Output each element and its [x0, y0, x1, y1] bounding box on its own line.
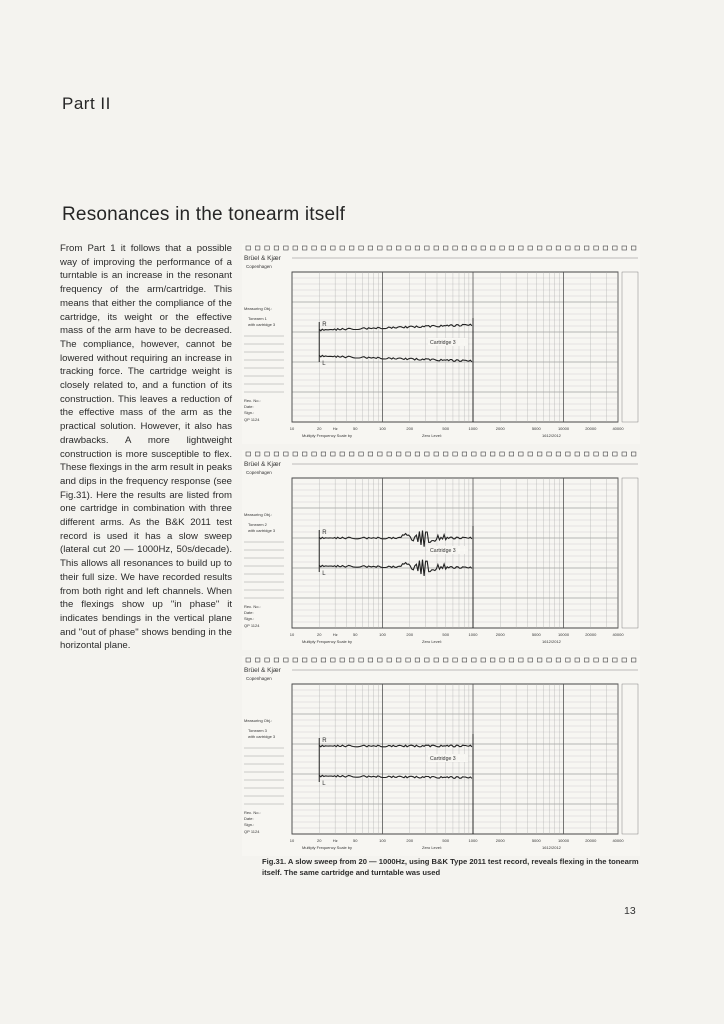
- sprocket-hole: [537, 452, 542, 456]
- freq-tick-label: 20: [317, 632, 322, 637]
- sprocket-hole: [556, 246, 561, 250]
- sprocket-hole: [472, 452, 477, 456]
- trace-r-label: R: [322, 530, 327, 536]
- sprocket-hole: [622, 658, 627, 662]
- sprocket-hole: [293, 452, 298, 456]
- sprocket-hole: [246, 452, 251, 456]
- sprocket-hole: [509, 452, 514, 456]
- sprocket-hole: [434, 658, 439, 662]
- sprocket-hole: [312, 452, 317, 456]
- sprocket-hole: [462, 246, 467, 250]
- rec-no-label: Rec. No.:: [244, 398, 261, 403]
- sprocket-hole: [547, 246, 552, 250]
- sprocket-hole: [622, 246, 627, 250]
- sprocket-hole: [537, 246, 542, 250]
- freq-tick-label: 1000: [468, 838, 478, 843]
- trace-r-label: R: [322, 738, 327, 744]
- sprocket-hole: [387, 658, 392, 662]
- form-id: 1612/2012: [542, 433, 561, 438]
- measuring-obj-value: Tonearm 3: [248, 728, 267, 733]
- freq-tick-label: 40000: [612, 426, 624, 431]
- trace-l-label: L: [322, 781, 326, 787]
- sprocket-hole: [378, 246, 383, 250]
- trace-right-channel: [319, 324, 472, 331]
- freq-tick-label: 40000: [612, 838, 624, 843]
- sprocket-hole: [584, 452, 589, 456]
- sprocket-hole: [509, 658, 514, 662]
- measuring-obj-value: with cartridge 3: [248, 734, 276, 739]
- sprocket-hole: [368, 452, 373, 456]
- freq-tick-label: 500: [442, 632, 450, 637]
- sprocket-hole: [378, 658, 383, 662]
- freq-tick-label: 2000: [495, 838, 505, 843]
- sprocket-hole: [631, 658, 636, 662]
- freq-tick-label: 10000: [557, 426, 570, 431]
- sprocket-hole: [415, 658, 420, 662]
- sprocket-hole: [425, 452, 430, 456]
- scale-footer: Multiply Frequency Scale by: [302, 433, 353, 438]
- right-scale: [622, 272, 638, 422]
- measuring-obj-value: with cartridge 3: [248, 322, 276, 327]
- freq-tick-label: 20000: [585, 426, 597, 431]
- sprocket-hole: [331, 452, 336, 456]
- freq-tick-label: 5000: [531, 838, 541, 843]
- freq-tick-label: Hz: [332, 632, 338, 637]
- sprocket-hole: [434, 246, 439, 250]
- trace-r-label: R: [322, 322, 327, 328]
- chart-id: QP 1124: [244, 417, 260, 422]
- sprocket-hole: [340, 658, 345, 662]
- form-id: 1612/2012: [542, 845, 561, 850]
- freq-tick-label: 500: [442, 838, 450, 843]
- sprocket-hole: [265, 452, 270, 456]
- sprocket-hole: [528, 246, 533, 250]
- date-label: Date:: [244, 816, 254, 821]
- sprocket-hole: [246, 658, 251, 662]
- sprocket-hole: [415, 246, 420, 250]
- freq-tick-label: 20: [317, 838, 322, 843]
- zero-level-label: Zero Level:: [422, 845, 443, 850]
- sprocket-hole: [368, 658, 373, 662]
- freq-tick-label: 10: [289, 426, 295, 431]
- sign-label: Sign.:: [244, 616, 255, 621]
- measuring-obj-value: with cartridge 3: [248, 528, 276, 533]
- sprocket-hole: [481, 452, 486, 456]
- city-label: Copenhagen: [246, 470, 272, 475]
- freq-tick-label: 50: [353, 426, 358, 431]
- trace-cartridge-label: Cartridge 3: [430, 340, 456, 346]
- chart-id: QP 1124: [244, 829, 260, 834]
- sprocket-hole: [359, 246, 364, 250]
- freq-tick-label: 200: [406, 838, 414, 843]
- section-title: Resonances in the tonearm itself: [62, 204, 346, 225]
- scale-footer: Multiply Frequency Scale by: [302, 845, 353, 850]
- freq-tick-label: 500: [442, 426, 450, 431]
- sprocket-hole: [396, 246, 401, 250]
- measuring-obj-value: Tonearm 2: [248, 522, 267, 527]
- sprocket-hole: [265, 658, 270, 662]
- sprocket-hole: [453, 452, 458, 456]
- sprocket-hole: [443, 452, 448, 456]
- sprocket-hole: [387, 452, 392, 456]
- date-label: Date:: [244, 404, 254, 409]
- trace-left-channel: [319, 775, 472, 778]
- sprocket-hole: [321, 452, 326, 456]
- city-label: Copenhagen: [246, 676, 272, 681]
- right-scale: [622, 684, 638, 834]
- sprocket-hole: [547, 658, 552, 662]
- sprocket-hole: [481, 658, 486, 662]
- page-number: 13: [624, 905, 636, 917]
- zero-level-label: Zero Level:: [422, 639, 443, 644]
- sprocket-hole: [255, 452, 260, 456]
- sprocket-hole: [519, 246, 524, 250]
- trace-left-channel: [319, 355, 472, 361]
- freq-tick-label: 2000: [495, 632, 505, 637]
- sprocket-hole: [255, 246, 260, 250]
- sign-label: Sign.:: [244, 410, 255, 415]
- sprocket-hole: [575, 658, 580, 662]
- sprocket-hole: [302, 658, 307, 662]
- sprocket-hole: [265, 246, 270, 250]
- sprocket-hole: [443, 246, 448, 250]
- level-recorder-chart-3: [242, 656, 640, 856]
- sprocket-hole: [284, 452, 289, 456]
- sprocket-hole: [349, 452, 354, 456]
- sprocket-hole: [594, 246, 599, 250]
- measuring-obj-label: Measuring Obj.:: [244, 512, 273, 517]
- zero-level-label: Zero Level:: [422, 433, 443, 438]
- sprocket-hole: [528, 452, 533, 456]
- sprocket-hole: [340, 246, 345, 250]
- sprocket-hole: [368, 246, 373, 250]
- sprocket-hole: [509, 246, 514, 250]
- sprocket-hole: [274, 452, 279, 456]
- figure-31: [242, 244, 640, 862]
- freq-tick-label: 200: [406, 632, 414, 637]
- freq-tick-label: 20: [317, 426, 322, 431]
- brand-label: Brüel & Kjær: [244, 667, 281, 674]
- sprocket-hole: [246, 246, 251, 250]
- sprocket-hole: [481, 246, 486, 250]
- freq-tick-label: 10000: [557, 632, 570, 637]
- sprocket-hole: [575, 452, 580, 456]
- part-title: Part II: [62, 94, 111, 113]
- sprocket-hole: [594, 452, 599, 456]
- grid-frame: [292, 272, 618, 422]
- trace-right-channel: [319, 745, 472, 747]
- measuring-obj-label: Measuring Obj.:: [244, 306, 273, 311]
- freq-tick-label: 5000: [531, 632, 541, 637]
- sprocket-hole: [566, 452, 571, 456]
- freq-tick-label: 20000: [585, 838, 597, 843]
- sprocket-hole: [302, 452, 307, 456]
- freq-tick-label: 1000: [468, 426, 478, 431]
- body-paragraph: From Part 1 it follows that a possible way of improving the performance of a turntable is an increase in the resonant frequency of the arm/cartridge. This means that either the compliance of the cartridge, its weight or the effective mass of the arm have to be decreased. The compliance, however, cannot be lowered without requiring an increase in tracking force. The cartridge weight is closely related to, and a function of its construction. This leaves a reduction of the effective mass of the arm as the practical solution. However, it also has drawbacks. A more lightweight construction is more susceptible to flex. These flexings in the arm result in peaks and dips in the frequency response (see Fig.31). Here the results are listed from one cartridge in combination with three different arms. As the B&K 2011 test record is used it has a slow sweep (lateral cut 20 — 1000Hz, 50s/decade). This allows all resonances to build up to their full size. We have recorded results from both right and left channels. When the flexings show up "in phase" it indicates bendings in the vertical plane and "out of phase" shows bending in the horizontal plane.: [60, 243, 232, 652]
- freq-tick-label: 100: [379, 632, 386, 637]
- sign-label: Sign.:: [244, 822, 255, 827]
- sprocket-hole: [462, 658, 467, 662]
- rec-no-label: Rec. No.:: [244, 810, 261, 815]
- brand-label: Brüel & Kjær: [244, 461, 281, 468]
- level-recorder-chart-1: [242, 244, 640, 444]
- freq-tick-label: 10: [289, 838, 295, 843]
- sprocket-hole: [556, 452, 561, 456]
- sprocket-hole: [274, 246, 279, 250]
- right-scale: [622, 478, 638, 628]
- sprocket-hole: [462, 452, 467, 456]
- sprocket-hole: [519, 658, 524, 662]
- sprocket-hole: [425, 658, 430, 662]
- sprocket-hole: [500, 658, 505, 662]
- sprocket-hole: [537, 658, 542, 662]
- sprocket-hole: [453, 658, 458, 662]
- trace-l-label: L: [322, 571, 326, 577]
- sprocket-hole: [490, 452, 495, 456]
- level-recorder-chart-2: [242, 450, 640, 650]
- sprocket-hole: [284, 658, 289, 662]
- sprocket-hole: [387, 246, 392, 250]
- sprocket-hole: [566, 658, 571, 662]
- sprocket-hole: [293, 658, 298, 662]
- sprocket-hole: [312, 658, 317, 662]
- sprocket-hole: [603, 452, 608, 456]
- freq-tick-label: 5000: [531, 426, 541, 431]
- sprocket-hole: [472, 246, 477, 250]
- freq-tick-label: Hz: [332, 838, 338, 843]
- sprocket-hole: [406, 658, 411, 662]
- sprocket-hole: [293, 246, 298, 250]
- sprocket-hole: [453, 246, 458, 250]
- sprocket-hole: [490, 658, 495, 662]
- date-label: Date:: [244, 610, 254, 615]
- sprocket-hole: [566, 246, 571, 250]
- sprocket-hole: [284, 246, 289, 250]
- sprocket-hole: [584, 658, 589, 662]
- sprocket-hole: [396, 658, 401, 662]
- sprocket-hole: [312, 246, 317, 250]
- sprocket-hole: [349, 658, 354, 662]
- sprocket-hole: [396, 452, 401, 456]
- sprocket-hole: [255, 658, 260, 662]
- measuring-obj-value: Tonearm 1: [248, 316, 267, 321]
- freq-tick-label: 100: [379, 838, 386, 843]
- measuring-obj-label: Measuring Obj.:: [244, 718, 273, 723]
- sprocket-hole: [528, 658, 533, 662]
- freq-tick-label: 1000: [468, 632, 478, 637]
- city-label: Copenhagen: [246, 264, 272, 269]
- sprocket-hole: [613, 658, 618, 662]
- freq-tick-label: 50: [353, 838, 358, 843]
- figure-caption: Fig.31. A slow sweep from 20 — 1000Hz, using B&K Type 2011 test record, reveals flexing in the tonearm itself. The same cartridge and turntable was used: [262, 857, 639, 877]
- sprocket-hole: [321, 658, 326, 662]
- sprocket-hole: [500, 246, 505, 250]
- sprocket-hole: [613, 246, 618, 250]
- sprocket-hole: [519, 452, 524, 456]
- sprocket-hole: [575, 246, 580, 250]
- sprocket-hole: [302, 246, 307, 250]
- sprocket-hole: [406, 246, 411, 250]
- sprocket-hole: [556, 658, 561, 662]
- sprocket-hole: [359, 658, 364, 662]
- sprocket-hole: [378, 452, 383, 456]
- sprocket-hole: [331, 246, 336, 250]
- sprocket-hole: [443, 658, 448, 662]
- freq-tick-label: 10000: [557, 838, 570, 843]
- freq-tick-label: 100: [379, 426, 386, 431]
- freq-tick-label: Hz: [332, 426, 338, 431]
- sprocket-hole: [622, 452, 627, 456]
- sprocket-hole: [613, 452, 618, 456]
- rec-no-label: Rec. No.:: [244, 604, 261, 609]
- sprocket-hole: [594, 658, 599, 662]
- sprocket-hole: [490, 246, 495, 250]
- sprocket-hole: [331, 658, 336, 662]
- sprocket-hole: [603, 658, 608, 662]
- sprocket-hole: [584, 246, 589, 250]
- sprocket-hole: [349, 246, 354, 250]
- freq-tick-label: 50: [353, 632, 358, 637]
- chart-id: QP 1124: [244, 623, 260, 628]
- sprocket-hole: [500, 452, 505, 456]
- sprocket-hole: [472, 658, 477, 662]
- sprocket-hole: [434, 452, 439, 456]
- sprocket-hole: [359, 452, 364, 456]
- freq-tick-label: 40000: [612, 632, 624, 637]
- brand-label: Brüel & Kjær: [244, 255, 281, 262]
- trace-cartridge-label: Cartridge 3: [430, 548, 456, 554]
- sprocket-hole: [321, 246, 326, 250]
- freq-tick-label: 10: [289, 632, 295, 637]
- freq-tick-label: 20000: [585, 632, 597, 637]
- sprocket-hole: [631, 452, 636, 456]
- sprocket-hole: [406, 452, 411, 456]
- freq-tick-label: 200: [406, 426, 414, 431]
- form-id: 1612/2012: [542, 639, 561, 644]
- sprocket-hole: [547, 452, 552, 456]
- sprocket-hole: [631, 246, 636, 250]
- trace-l-label: L: [322, 361, 326, 367]
- trace-cartridge-label: Cartridge 3: [430, 756, 456, 762]
- sprocket-hole: [425, 246, 430, 250]
- sprocket-hole: [274, 658, 279, 662]
- sprocket-hole: [340, 452, 345, 456]
- sprocket-hole: [415, 452, 420, 456]
- sprocket-hole: [603, 246, 608, 250]
- freq-tick-label: 2000: [495, 426, 505, 431]
- trace-right-channel: [319, 531, 472, 547]
- scale-footer: Multiply Frequency Scale by: [302, 639, 353, 644]
